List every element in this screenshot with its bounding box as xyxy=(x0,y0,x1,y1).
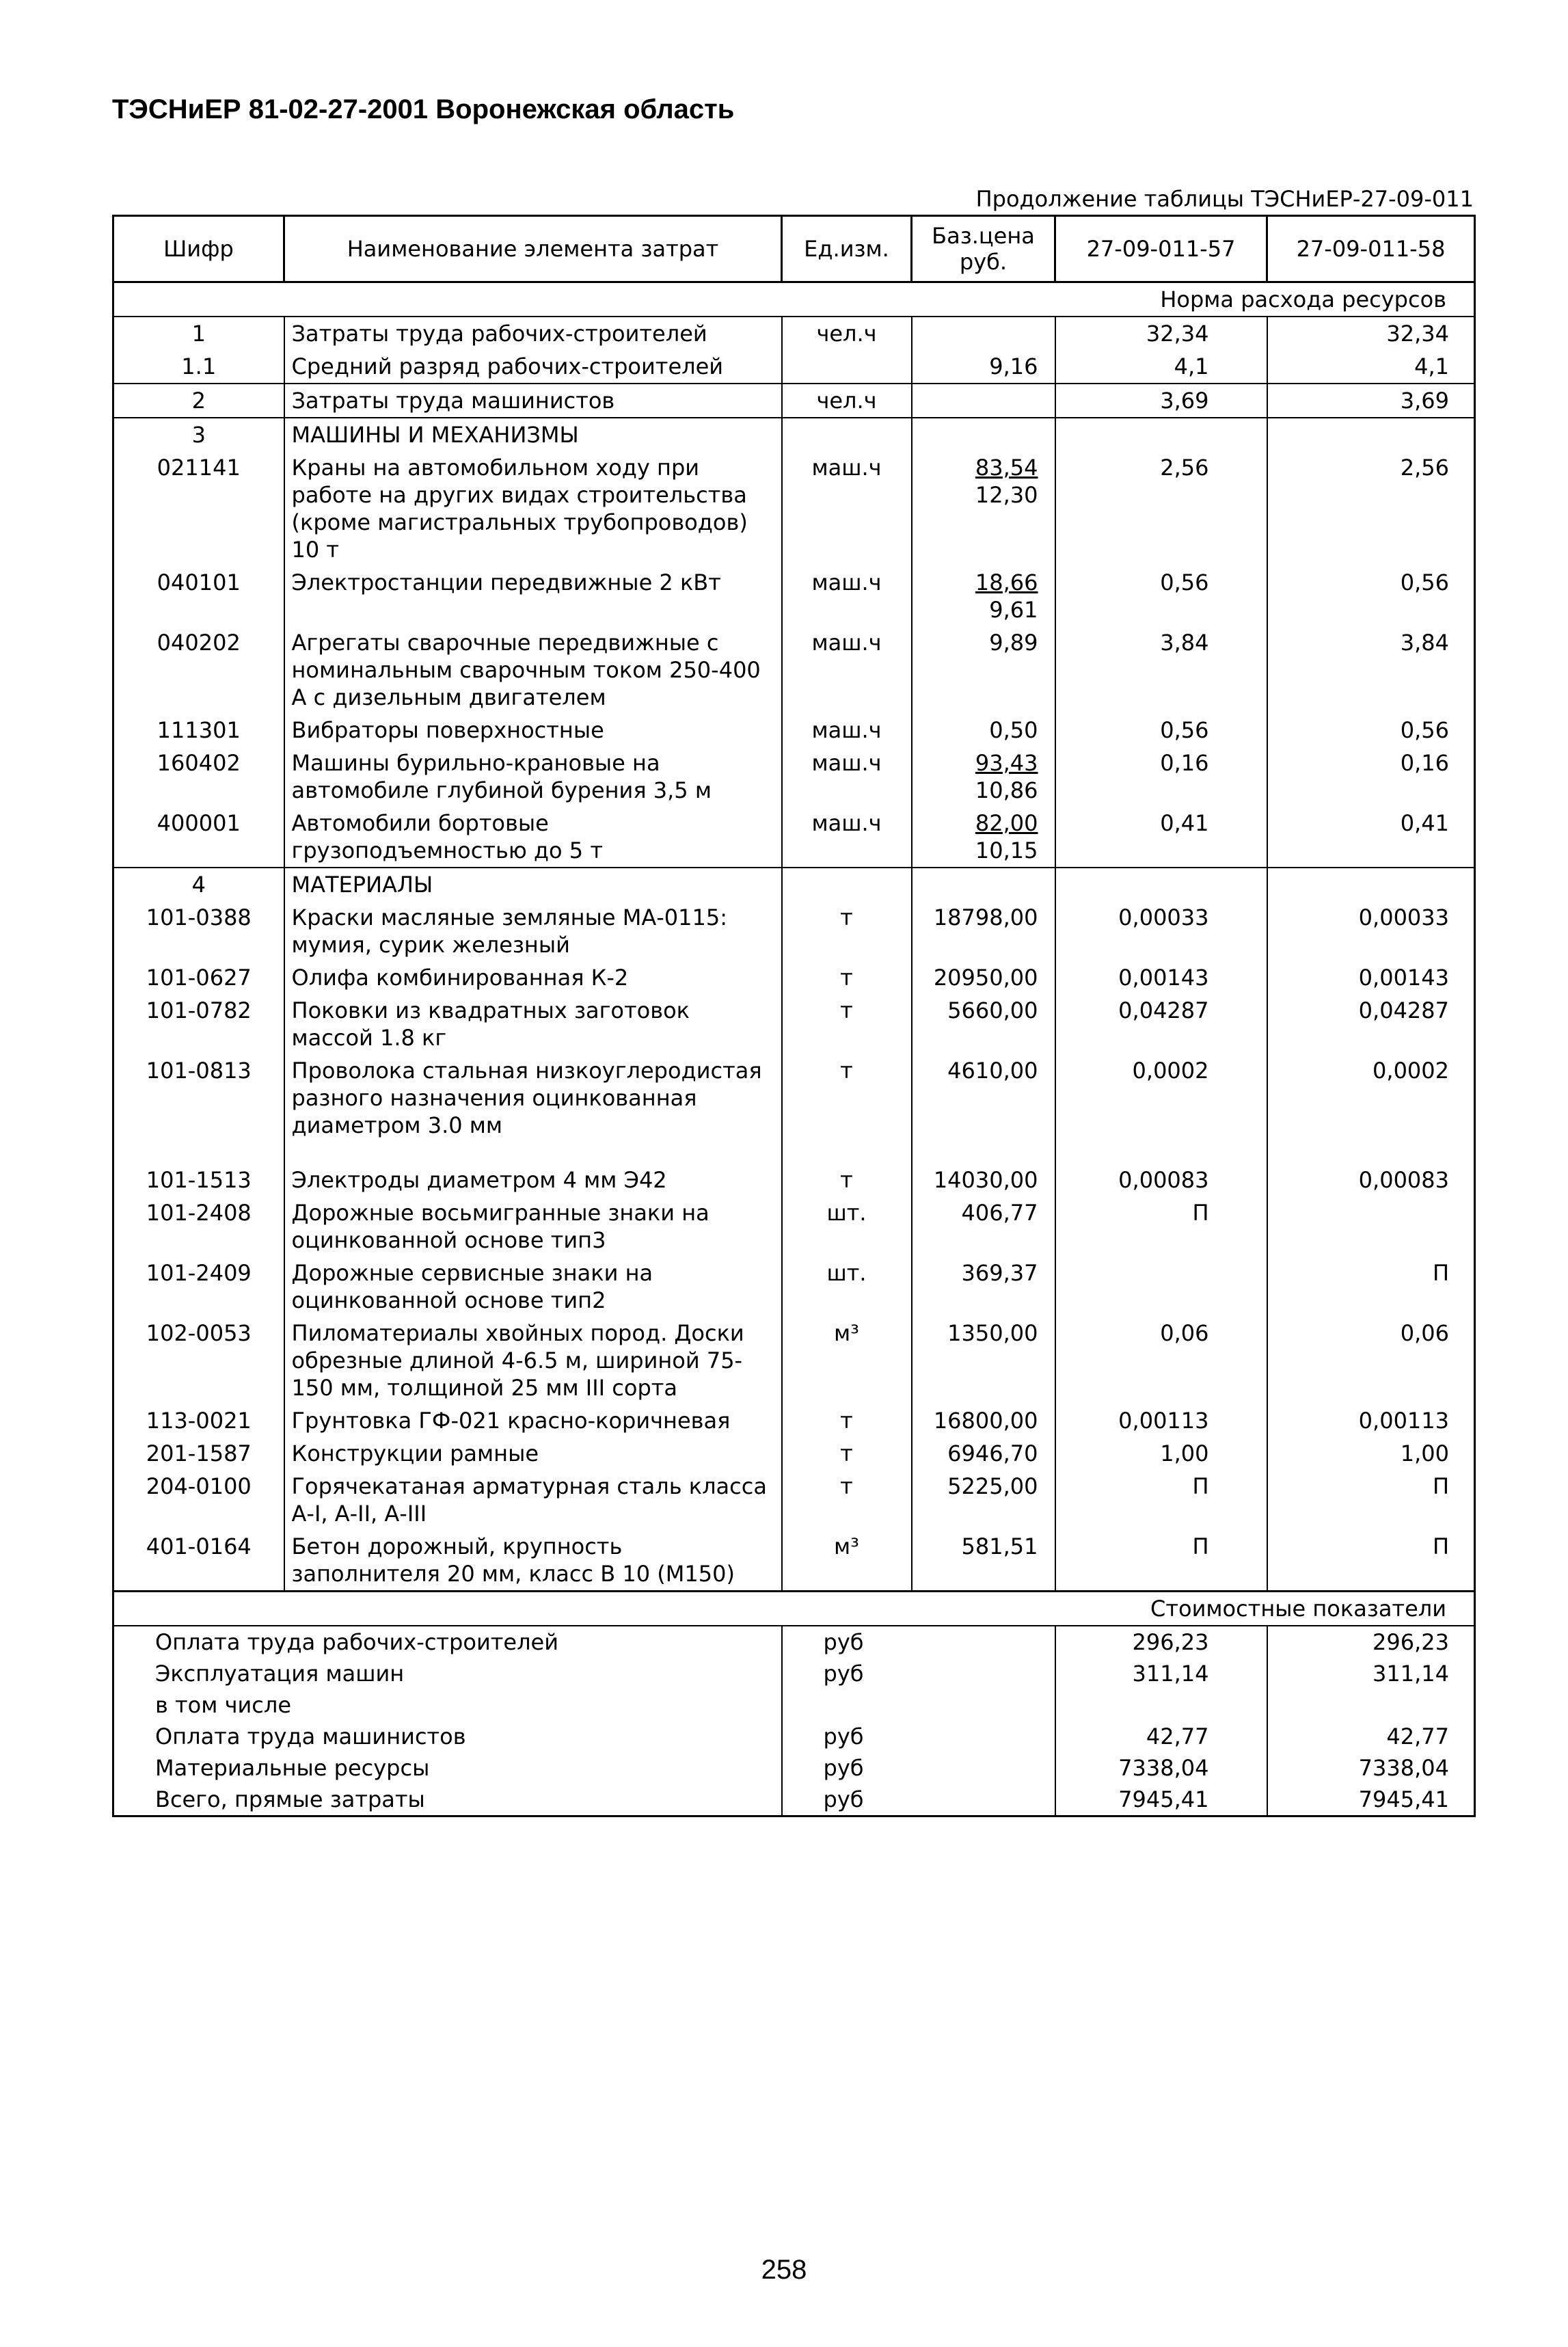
material-unit: т xyxy=(782,1054,912,1142)
summary-unit xyxy=(782,1689,1055,1721)
row-unit: чел.ч xyxy=(782,317,912,350)
summary-value-58: 7945,41 xyxy=(1267,1784,1475,1816)
material-norm-58: 0,00083 xyxy=(1267,1164,1475,1196)
machine-row xyxy=(113,626,1475,714)
col-header-price-line1: Баз.цена xyxy=(932,223,1035,249)
machine-name: Автомобили бортовые грузоподъемностью до 5 т xyxy=(284,807,782,868)
cost-label-row xyxy=(113,1592,1475,1626)
section-machines xyxy=(113,418,1475,451)
machine-unit: маш.ч xyxy=(782,451,912,566)
machine-row xyxy=(113,451,1475,566)
machine-code: 160402 xyxy=(113,747,284,807)
material-norm-57: 0,00113 xyxy=(1055,1404,1267,1437)
machine-row xyxy=(113,714,1475,747)
machine-norm-57: 0,56 xyxy=(1055,566,1267,626)
row-norm-57: 4,1 xyxy=(1055,350,1267,384)
col-header-unit: Ед.изм. xyxy=(782,216,912,282)
col-header-norm-57: 27-09-011-57 xyxy=(1055,216,1267,282)
machine-row xyxy=(113,566,1475,626)
summary-value-58: 7338,04 xyxy=(1267,1752,1475,1784)
machine-operator-wage: 12,30 xyxy=(975,482,1038,508)
section-materials xyxy=(113,868,1475,901)
section-empty-price xyxy=(912,868,1055,901)
col-header-name: Наименование элемента затрат xyxy=(284,216,782,282)
table-caption: Продолжение таблицы ТЭСНиЕР-27-09-011 xyxy=(975,186,1474,212)
col-header-price-line2: руб. xyxy=(959,249,1008,275)
col-header-code: Шифр xyxy=(113,216,284,282)
row-unit: чел.ч xyxy=(782,384,912,418)
summary-row xyxy=(113,1689,1475,1721)
spacer-cell xyxy=(1055,1142,1267,1164)
summary-value-58 xyxy=(1267,1689,1475,1721)
material-norm-57: 0,04287 xyxy=(1055,994,1267,1054)
material-name: Конструкции рамные xyxy=(284,1437,782,1470)
machine-base-price: 9,89 xyxy=(989,630,1038,656)
section-code: 4 xyxy=(113,868,284,901)
section-title: МАТЕРИАЛЫ xyxy=(284,868,782,901)
table-row xyxy=(113,350,1475,384)
machine-norm-57: 0,16 xyxy=(1055,747,1267,807)
summary-unit: руб xyxy=(782,1752,1055,1784)
machine-norm-58: 0,16 xyxy=(1267,747,1475,807)
section-empty-unit xyxy=(782,868,912,901)
machine-price xyxy=(912,626,1055,714)
material-name: Дорожные восьмигранные знаки на оцинкованной основе тип3 xyxy=(284,1196,782,1257)
row-code: 1.1 xyxy=(113,350,284,384)
material-price: 1350,00 xyxy=(912,1317,1055,1404)
material-norm-58: 1,00 xyxy=(1267,1437,1475,1470)
material-norm-57: 0,00083 xyxy=(1055,1164,1267,1196)
material-code: 102-0053 xyxy=(113,1317,284,1404)
material-row xyxy=(113,1470,1475,1530)
machine-price xyxy=(912,566,1055,626)
material-norm-58: 0,06 xyxy=(1267,1317,1475,1404)
machine-row xyxy=(113,807,1475,868)
material-norm-57: П xyxy=(1055,1530,1267,1592)
material-norm-57: П xyxy=(1055,1196,1267,1257)
row-norm-57: 32,34 xyxy=(1055,317,1267,350)
material-unit: т xyxy=(782,1404,912,1437)
machine-unit: маш.ч xyxy=(782,626,912,714)
summary-row xyxy=(113,1784,1475,1816)
norm-label-row xyxy=(113,282,1475,317)
material-norm-57: 1,00 xyxy=(1055,1437,1267,1470)
material-name: Электроды диаметром 4 мм Э42 xyxy=(284,1164,782,1196)
material-norm-58: 0,00143 xyxy=(1267,961,1475,994)
row-name: Затраты труда машинистов xyxy=(284,384,782,418)
material-name: Бетон дорожный, крупность заполнителя 20 мм, класс В 10 (М150) xyxy=(284,1530,782,1592)
spacer-cell xyxy=(782,1142,912,1164)
material-row xyxy=(113,1530,1475,1592)
summary-row xyxy=(113,1626,1475,1658)
machine-norm-57: 3,84 xyxy=(1055,626,1267,714)
summary-value-57: 311,14 xyxy=(1055,1658,1267,1689)
row-code: 2 xyxy=(113,384,284,418)
machine-operator-wage: 9,61 xyxy=(989,597,1038,623)
material-code: 101-2408 xyxy=(113,1196,284,1257)
material-price: 6946,70 xyxy=(912,1437,1055,1470)
material-norm-58: 0,04287 xyxy=(1267,994,1475,1054)
material-name: Поковки из квадратных заготовок массой 1.8 кг xyxy=(284,994,782,1054)
material-price: 16800,00 xyxy=(912,1404,1055,1437)
machine-price xyxy=(912,807,1055,868)
material-norm-58: П xyxy=(1267,1257,1475,1317)
section-empty-58 xyxy=(1267,418,1475,451)
machine-base-price: 93,43 xyxy=(975,750,1038,776)
material-name: Дорожные сервисные знаки на оцинкованной основе тип2 xyxy=(284,1257,782,1317)
table-body xyxy=(113,282,1475,1816)
material-norm-58: 0,00113 xyxy=(1267,1404,1475,1437)
material-unit: т xyxy=(782,901,912,961)
section-empty-price xyxy=(912,418,1055,451)
summary-unit: руб xyxy=(782,1721,1055,1752)
material-price: 14030,00 xyxy=(912,1164,1055,1196)
machine-unit: маш.ч xyxy=(782,714,912,747)
section-title: МАШИНЫ И МЕХАНИЗМЫ xyxy=(284,418,782,451)
summary-label: Эксплуатация машин xyxy=(113,1658,782,1689)
summary-row xyxy=(113,1752,1475,1784)
col-header-price xyxy=(912,216,1055,282)
summary-value-57: 7338,04 xyxy=(1055,1752,1267,1784)
machine-norm-58: 0,56 xyxy=(1267,566,1475,626)
machine-name: Машины бурильно-крановые на автомобиле глубиной бурения 3,5 м xyxy=(284,747,782,807)
material-row xyxy=(113,1164,1475,1196)
summary-value-57: 296,23 xyxy=(1055,1626,1267,1658)
machine-operator-wage: 10,15 xyxy=(975,837,1038,863)
material-price: 5660,00 xyxy=(912,994,1055,1054)
spacer-cell xyxy=(113,1142,284,1164)
row-norm-58: 32,34 xyxy=(1267,317,1475,350)
material-norm-57: 0,00143 xyxy=(1055,961,1267,994)
section-empty-unit xyxy=(782,418,912,451)
summary-row xyxy=(113,1721,1475,1752)
summary-value-57: 42,77 xyxy=(1055,1721,1267,1752)
summary-label: Оплата труда машинистов xyxy=(113,1721,782,1752)
material-price: 369,37 xyxy=(912,1257,1055,1317)
col-header-norm-58: 27-09-011-58 xyxy=(1267,216,1475,282)
material-price: 4610,00 xyxy=(912,1054,1055,1142)
material-norm-58: 0,00033 xyxy=(1267,901,1475,961)
machine-unit: маш.ч xyxy=(782,566,912,626)
row-price xyxy=(912,384,1055,418)
material-unit: т xyxy=(782,1470,912,1530)
machine-code: 040101 xyxy=(113,566,284,626)
material-name: Олифа комбинированная К-2 xyxy=(284,961,782,994)
section-empty-57 xyxy=(1055,418,1267,451)
row-norm-58: 3,69 xyxy=(1267,384,1475,418)
page-number: 258 xyxy=(761,2255,807,2285)
material-norm-58 xyxy=(1267,1196,1475,1257)
summary-value-58: 311,14 xyxy=(1267,1658,1475,1689)
row-norm-58: 4,1 xyxy=(1267,350,1475,384)
material-code: 101-0813 xyxy=(113,1054,284,1142)
table-row xyxy=(113,317,1475,350)
summary-label: в том числе xyxy=(113,1689,782,1721)
material-name: Пиломатериалы хвойных пород. Доски обрезные длиной 4-6.5 м, шириной 75-150 мм, толщиной 25 мм III сорта xyxy=(284,1317,782,1404)
material-norm-57 xyxy=(1055,1257,1267,1317)
material-name: Проволока стальная низкоуглеродистая разного назначения оцинкованная диаметром 3.0 мм xyxy=(284,1054,782,1142)
material-name: Горячекатаная арматурная сталь класса А-I, А-II, А-III xyxy=(284,1470,782,1530)
material-row xyxy=(113,961,1475,994)
summary-unit: руб xyxy=(782,1658,1055,1689)
machine-norm-57: 0,41 xyxy=(1055,807,1267,868)
material-row xyxy=(113,1196,1475,1257)
machine-price xyxy=(912,747,1055,807)
machine-name: Вибраторы поверхностные xyxy=(284,714,782,747)
material-unit: т xyxy=(782,994,912,1054)
section-code: 3 xyxy=(113,418,284,451)
spacer-cell xyxy=(1267,1142,1475,1164)
machine-base-price: 82,00 xyxy=(975,810,1038,836)
machine-unit: маш.ч xyxy=(782,807,912,868)
spacer-cell xyxy=(912,1142,1055,1164)
machine-row xyxy=(113,747,1475,807)
machine-operator-wage: 10,86 xyxy=(975,777,1038,803)
material-code: 101-2409 xyxy=(113,1257,284,1317)
summary-value-58: 42,77 xyxy=(1267,1721,1475,1752)
material-row xyxy=(113,1257,1475,1317)
machine-base-price: 18,66 xyxy=(975,569,1038,595)
machine-norm-58: 2,56 xyxy=(1267,451,1475,566)
material-name: Краски масляные земляные МА-0115: мумия, сурик железный xyxy=(284,901,782,961)
material-unit: м³ xyxy=(782,1530,912,1592)
material-row xyxy=(113,1437,1475,1470)
material-price: 18798,00 xyxy=(912,901,1055,961)
material-row xyxy=(113,1054,1475,1142)
summary-unit: руб xyxy=(782,1784,1055,1816)
machine-price xyxy=(912,714,1055,747)
cost-label: Стоимостные показатели xyxy=(113,1592,1475,1626)
material-price: 581,51 xyxy=(912,1530,1055,1592)
material-code: 101-0388 xyxy=(113,901,284,961)
machine-norm-58: 0,41 xyxy=(1267,807,1475,868)
material-norm-58: 0,0002 xyxy=(1267,1054,1475,1142)
material-norm-57: П xyxy=(1055,1470,1267,1530)
machine-unit: маш.ч xyxy=(782,747,912,807)
row-code: 1 xyxy=(113,317,284,350)
material-code: 204-0100 xyxy=(113,1470,284,1530)
norm-label: Норма расхода ресурсов xyxy=(113,282,1475,317)
resource-norms-table xyxy=(112,215,1476,1817)
machine-code: 111301 xyxy=(113,714,284,747)
material-price: 20950,00 xyxy=(912,961,1055,994)
machine-code: 400001 xyxy=(113,807,284,868)
material-code: 113-0021 xyxy=(113,1404,284,1437)
summary-value-57 xyxy=(1055,1689,1267,1721)
material-norm-57: 0,06 xyxy=(1055,1317,1267,1404)
summary-label: Материальные ресурсы xyxy=(113,1752,782,1784)
summary-value-58: 296,23 xyxy=(1267,1626,1475,1658)
row-price xyxy=(912,317,1055,350)
machine-name: Электростанции передвижные 2 кВт xyxy=(284,566,782,626)
summary-value-57: 7945,41 xyxy=(1055,1784,1267,1816)
material-code: 101-0627 xyxy=(113,961,284,994)
machine-base-price: 83,54 xyxy=(975,455,1038,481)
material-row xyxy=(113,1317,1475,1404)
material-row xyxy=(113,1404,1475,1437)
material-norm-57: 0,0002 xyxy=(1055,1054,1267,1142)
material-unit: т xyxy=(782,1164,912,1196)
machine-norm-57: 0,56 xyxy=(1055,714,1267,747)
row-name: Затраты труда рабочих-строителей xyxy=(284,317,782,350)
summary-row xyxy=(113,1658,1475,1689)
material-unit: шт. xyxy=(782,1196,912,1257)
material-row xyxy=(113,994,1475,1054)
material-price: 406,77 xyxy=(912,1196,1055,1257)
row-norm-57: 3,69 xyxy=(1055,384,1267,418)
machine-norm-58: 0,56 xyxy=(1267,714,1475,747)
material-norm-58: П xyxy=(1267,1470,1475,1530)
material-code: 401-0164 xyxy=(113,1530,284,1592)
page-header: ТЭСНиЕР 81-02-27-2001 Воронежская область xyxy=(112,94,735,124)
material-norm-58: П xyxy=(1267,1530,1475,1592)
material-unit: м³ xyxy=(782,1317,912,1404)
material-code: 101-0782 xyxy=(113,994,284,1054)
machine-price xyxy=(912,451,1055,566)
material-code: 101-1513 xyxy=(113,1164,284,1196)
material-name: Грунтовка ГФ-021 красно-коричневая xyxy=(284,1404,782,1437)
row-price: 9,16 xyxy=(912,350,1055,384)
material-code: 201-1587 xyxy=(113,1437,284,1470)
machine-name: Краны на автомобильном ходу при работе на других видах строительства (кроме магистральных трубопроводов) 10 т xyxy=(284,451,782,566)
summary-label: Оплата труда рабочих-строителей xyxy=(113,1626,782,1658)
machine-code: 021141 xyxy=(113,451,284,566)
material-unit: т xyxy=(782,961,912,994)
section-empty-58 xyxy=(1267,868,1475,901)
row-unit xyxy=(782,350,912,384)
summary-unit: руб xyxy=(782,1626,1055,1658)
spacer-row xyxy=(113,1142,1475,1164)
machine-norm-57: 2,56 xyxy=(1055,451,1267,566)
machine-norm-58: 3,84 xyxy=(1267,626,1475,714)
material-row xyxy=(113,901,1475,961)
row-name: Средний разряд рабочих-строителей xyxy=(284,350,782,384)
machine-name: Агрегаты сварочные передвижные с номинальным сварочным током 250-400 А с дизельным двигателем xyxy=(284,626,782,714)
material-unit: т xyxy=(782,1437,912,1470)
section-empty-57 xyxy=(1055,868,1267,901)
material-price: 5225,00 xyxy=(912,1470,1055,1530)
summary-label: Всего, прямые затраты xyxy=(113,1784,782,1816)
material-unit: шт. xyxy=(782,1257,912,1317)
machine-base-price: 0,50 xyxy=(989,717,1038,743)
table-row xyxy=(113,384,1475,418)
material-norm-57: 0,00033 xyxy=(1055,901,1267,961)
header-row xyxy=(113,216,1475,282)
spacer-cell xyxy=(284,1142,782,1164)
machine-code: 040202 xyxy=(113,626,284,714)
